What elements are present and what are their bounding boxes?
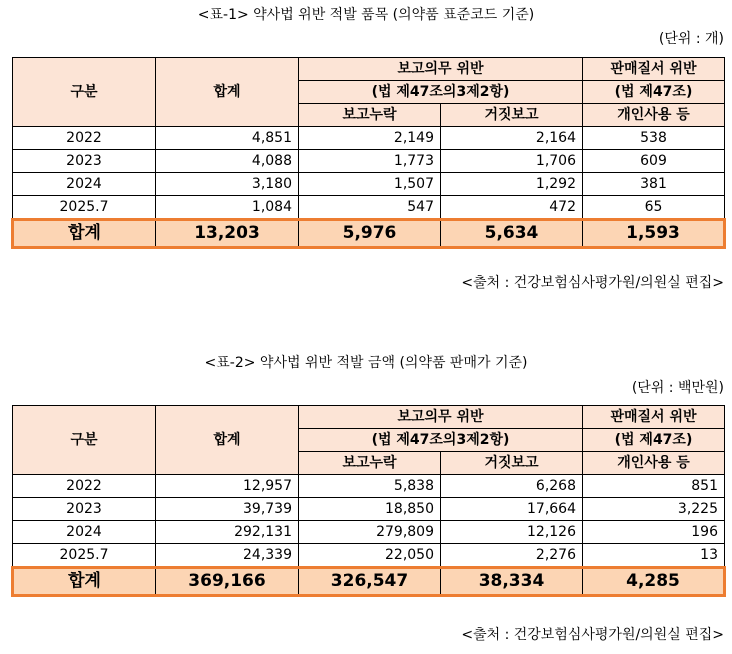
table-row <box>13 521 725 544</box>
cell-false: 2,164 <box>441 127 583 150</box>
cell-total: 4,088 <box>156 150 299 173</box>
cell-sum-total: 369,166 <box>156 568 299 596</box>
table2-header-group1-law: (법 제47조의3제2항) <box>299 429 583 452</box>
table1-header-personal: 개인사용 등 <box>583 104 725 127</box>
table2-header-personal: 개인사용 등 <box>583 452 725 475</box>
cell-year: 2024 <box>13 173 156 196</box>
table2 <box>11 405 726 597</box>
cell-year: 2025.7 <box>13 196 156 220</box>
table-row <box>13 544 725 568</box>
cell-personal: 851 <box>583 475 725 498</box>
table-row <box>13 498 725 521</box>
cell-sum-label: 합계 <box>13 220 156 248</box>
table1-unit: (단위 : 개) <box>658 31 724 47</box>
table1-header-group1-title: 보고의무 위반 <box>299 58 583 81</box>
cell-personal: 3,225 <box>583 498 725 521</box>
cell-false: 17,664 <box>441 498 583 521</box>
cell-sum-personal: 4,285 <box>583 568 725 596</box>
cell-sum-omit: 5,976 <box>299 220 441 248</box>
cell-omit: 1,507 <box>299 173 441 196</box>
cell-sum-false: 38,334 <box>441 568 583 596</box>
table1-source: <출처 : 건강보험심사평가원/의원실 편집> <box>461 275 724 291</box>
cell-year: 2023 <box>13 150 156 173</box>
table2-header-group2-law: (법 제47조) <box>583 429 725 452</box>
cell-omit: 2,149 <box>299 127 441 150</box>
table2-sum-row <box>13 568 725 596</box>
table1-header-row-1 <box>13 58 725 81</box>
table1-header-false: 거짓보고 <box>441 104 583 127</box>
cell-personal: 538 <box>583 127 725 150</box>
cell-false: 2,276 <box>441 544 583 568</box>
table1-header-total: 합계 <box>156 58 299 127</box>
table2-caption: <표-2> 약사법 위반 적발 금액 (의약품 판매가 기준) <box>204 355 528 371</box>
cell-total: 292,131 <box>156 521 299 544</box>
table1-header-omit: 보고누락 <box>299 104 441 127</box>
cell-personal: 13 <box>583 544 725 568</box>
table1-header-gubun: 구분 <box>13 58 156 127</box>
table-row <box>13 475 725 498</box>
cell-year: 2024 <box>13 521 156 544</box>
cell-sum-false: 5,634 <box>441 220 583 248</box>
cell-false: 1,706 <box>441 150 583 173</box>
cell-omit: 547 <box>299 196 441 220</box>
cell-total: 3,180 <box>156 173 299 196</box>
cell-personal: 381 <box>583 173 725 196</box>
table1-header-group1-law: (법 제47조의3제2항) <box>299 81 583 104</box>
table-row <box>13 150 725 173</box>
cell-personal: 65 <box>583 196 725 220</box>
cell-sum-personal: 1,593 <box>583 220 725 248</box>
table1-sum-row <box>13 220 725 248</box>
table2-source: <출처 : 건강보험심사평가원/의원실 편집> <box>461 627 724 643</box>
cell-false: 472 <box>441 196 583 220</box>
cell-omit: 22,050 <box>299 544 441 568</box>
table2-header-group2-title: 판매질서 위반 <box>583 406 725 429</box>
table-row <box>13 127 725 150</box>
table2-header-row-1 <box>13 406 725 429</box>
table2-unit: (단위 : 백만원) <box>631 380 724 396</box>
cell-year: 2022 <box>13 127 156 150</box>
table2-header-false: 거짓보고 <box>441 452 583 475</box>
cell-year: 2022 <box>13 475 156 498</box>
table1 <box>11 57 726 249</box>
table1-header-group2-law: (법 제47조) <box>583 81 725 104</box>
cell-false: 6,268 <box>441 475 583 498</box>
cell-omit: 279,809 <box>299 521 441 544</box>
cell-false: 12,126 <box>441 521 583 544</box>
cell-omit: 5,838 <box>299 475 441 498</box>
cell-sum-total: 13,203 <box>156 220 299 248</box>
table-row <box>13 173 725 196</box>
table2-header-total: 합계 <box>156 406 299 475</box>
cell-total: 39,739 <box>156 498 299 521</box>
cell-total: 12,957 <box>156 475 299 498</box>
cell-total: 24,339 <box>156 544 299 568</box>
table1-caption: <표-1> 약사법 위반 적발 품목 (의약품 표준코드 기준) <box>197 7 535 23</box>
cell-personal: 196 <box>583 521 725 544</box>
table2-header-omit: 보고누락 <box>299 452 441 475</box>
cell-year: 2023 <box>13 498 156 521</box>
cell-total: 1,084 <box>156 196 299 220</box>
cell-personal: 609 <box>583 150 725 173</box>
cell-year: 2025.7 <box>13 544 156 568</box>
cell-total: 4,851 <box>156 127 299 150</box>
cell-omit: 18,850 <box>299 498 441 521</box>
cell-sum-omit: 326,547 <box>299 568 441 596</box>
cell-sum-label: 합계 <box>13 568 156 596</box>
table2-header-gubun: 구분 <box>13 406 156 475</box>
cell-false: 1,292 <box>441 173 583 196</box>
table1-header-group2-title: 판매질서 위반 <box>583 58 725 81</box>
table-row <box>13 196 725 220</box>
table2-header-group1-title: 보고의무 위반 <box>299 406 583 429</box>
cell-omit: 1,773 <box>299 150 441 173</box>
